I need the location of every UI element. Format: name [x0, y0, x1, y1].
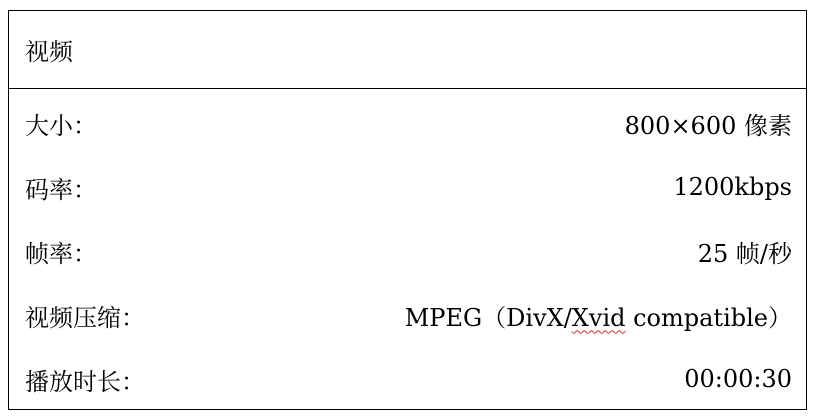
- table-body: [9, 89, 806, 411]
- row-bitrate: [9, 155, 806, 219]
- compression-label: 视频压缩：: [25, 303, 145, 332]
- row-compression: [9, 283, 806, 347]
- compression-value-suffix: compatible）: [625, 303, 792, 332]
- compression-value: [405, 298, 792, 333]
- size-value: 800×600 像素: [624, 111, 792, 140]
- compression-value-prefix: MPEG（DivX/: [404, 303, 572, 332]
- table-header: [9, 11, 806, 89]
- row-duration: [9, 347, 806, 411]
- bitrate-label: 码率：: [25, 175, 97, 204]
- row-size: [9, 91, 806, 155]
- spellcheck-flagged-word: Xvid: [571, 303, 626, 332]
- video-spec-table: [8, 10, 807, 410]
- duration-label: 播放时长：: [25, 367, 145, 396]
- framerate-label: 帧率：: [25, 239, 97, 268]
- bitrate-value: 1200kbps: [673, 173, 792, 201]
- row-framerate: [9, 219, 806, 283]
- header-title: 视频: [25, 38, 73, 66]
- size-label: 大小：: [25, 111, 97, 140]
- framerate-value: 25 帧/秒: [697, 239, 792, 268]
- duration-value: 00:00:30: [684, 365, 792, 393]
